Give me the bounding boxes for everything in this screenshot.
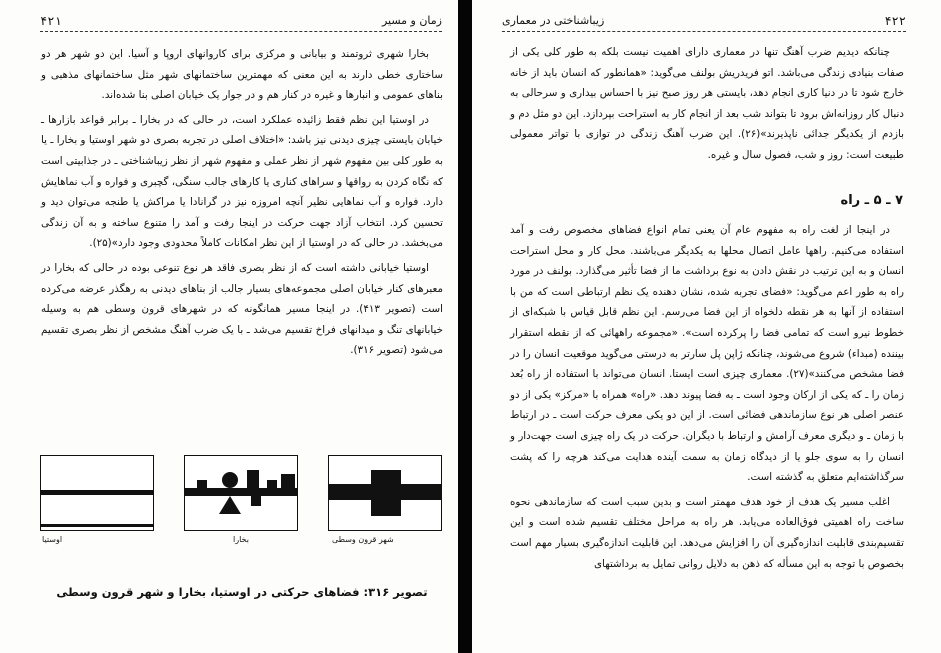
medieval-city-label: شهر قرون وسطی <box>332 535 394 544</box>
ostia-diagram <box>40 455 154 531</box>
right-page <box>472 0 941 653</box>
left-paragraph-2: در اوستیا این نظم فقط زائیده عملکرد است، در حالی که در بخارا ـ برابر قواعد بازارها ـ خیابان بایستی چیزی دیدنی نیز باشد: «اختلاف اصلی در تجربه بصری دو شهر اوستیا و بخارا ـ یا به طور کلی بین مفهوم شهر از نظر عملی و مفهوم شهر از نظر زیباشناختی ـ در جذابیتی است که نگاه کردن به رواقها و سراهای کناری یا کارهای جالب سنگی، گچبری و فواره و آب نماهایش دارد. فواره و آب نماهایی نظیر آنچه امروزه نیز در گرانادا یا مراکش یا طنجه می‌توان دید و تحسین کرد. انتخاب آزاد جهت حرکت در اینجا رفت و آمد را متنوع ساخته و به آن زندگی می‌بخشد. در حالی که در اوستیا از این نظر امکانات کاملاً محدودی وجود دارد»(۲۵). <box>41 113 443 250</box>
right-page-number: ۴۲۲ <box>884 14 906 28</box>
right-running-title: زیباشناختی در معماری <box>502 14 605 27</box>
ostia-label: اوستیا <box>42 535 63 544</box>
right-paragraph-1: چنانکه دیدیم ضرب آهنگ تنها در معماری دارای اهمیت نیست بلکه به طور کلی یکی از صفات بنیادی زندگی می‌باشد. اتو فریدریش بولنف می‌گوید: «همانطور که انسان باید از خانه خارج شود تا در دنیا کاری انجام دهد، بایستی هر روز صبح نیز با احساس بیداری و سرحالی به دنبال کار روزانه‌اش برود تا بتواند شب بعد از انجام کار به استراحت بپردازد. این دو مثل دم و بازدم از یکدیگر جدائی ناپذیرند»(۲۶). این ضرب آهنگ زندگی در توازی با تواتر معمولی طبیعت است: روز و شب، فصول سال و غیره. <box>510 46 904 161</box>
right-page-header <box>502 12 906 32</box>
left-page-header <box>40 12 442 32</box>
right-page-body-2 <box>510 220 904 578</box>
left-page-body <box>41 44 443 365</box>
right-paragraph-2: در اینجا از لغت راه به مفهوم عام آن یعنی تمام انواع فضاهای مخصوص رفت و آمد استفاده می‌کنیم. راهها عامل اتصال محلها به یکدیگر می‌باشند. محل کار و محل استراحت انسان و به این ترتیب در نقش دادن به نوع برداشت ما از فضا تأثیر می‌گذارد. بولنف در مورد راه به طور اعم می‌گوید: «فضای تجربه شده، نشان دهنده یک نظم ارتباطی است که من با استفاده از آنها به هر نقطه دلخواه از این فضا می‌رسم. این نظم قابل قیاس با شبکه‌ای از خطوط نیرو است که تمامی فضا را پرکرده است». «مجموعه راههائی که از نقطه استقرار بیننده (مبداء) شروع می‌شوند، چنانکه ژاپن پل سارتر به درستی می‌گوید موقعیت انسان را در فضا مشخص می‌کنند»(۲۷). معماری چیزی است ایستا. انسان می‌تواند با استفاده از راه بُعد زمان را ـ که یکی از ارکان وجود است ـ به فضا پیوند دهد. «راه» همراه با «مرکز» یکی از دو عنصر اصلی هر نوع سازماندهی فضائی است. از این دو یکی معرف حرکت است ـ در ارتباط با زمان ـ و دیگری معرف آرامش و ارتباط با دیگران. حرکت در یک راه چیزی است جهت‌دار و انسان را به سوی جلو یا از دیدگاه زمان به سمت آینده هدایت می‌کند هرچه را که پشت سرگذاشته‌ایم متعلق به گذشته است. <box>510 224 904 484</box>
left-page <box>0 0 458 653</box>
left-running-title: زمان و مسیر <box>381 14 442 27</box>
left-paragraph-3: اوستیا خیابانی داشته است که از نظر بصری فاقد هر نوع تنوعی بوده در حالی که بخارا در معبرهای کنار خیابان اصلی مجموعه‌های بسیار جالب از بناهای دیدنی به رهگذر عرضه می‌کرده است (تصویر ۴۱۳). در اینجا مسیر همانگونه که در شهرهای قرون وسطی هم به وسیله خیابانهای تنگ و میدانهای فراخ تقسیم می‌شد ـ با یک ضرب آهنگ مشخص از نظر بصری تقسیم می‌شود (تصویر ۳۱۶). <box>41 261 444 357</box>
book-gutter <box>458 0 472 653</box>
bukhara-label: بخارا <box>233 535 249 544</box>
right-page-body <box>510 42 904 170</box>
right-paragraph-3: اغلب مسیر یک هدف از خود هدف مهمتر است و بدین سبب است که سازماندهی نحوه ساخت راه اهمیتی فوق‌العاده می‌یابد. هر راه به مراحل مختلف تقسیم شده است و این تقسیم‌بندی قابلیت اندازه‌گیری آن را افزایش می‌دهد. این قابلیت اندازه‌گیری بسیار مهم است بخصوص با توجه به این مسأله که ذهن به دلایل روانی تمایل به برداشتهای <box>510 495 904 570</box>
bukhara-diagram <box>184 455 298 531</box>
figure-caption: تصویر ۳۱۶: فضاهای حرکتی در اوستیا، بخارا و شهر قرون وسطی <box>56 585 428 599</box>
left-page-number: ۴۲۱ <box>40 14 62 28</box>
left-paragraph-1: بخارا شهری ثروتمند و بیابانی و مرکزی برای کاروانهای اروپا و آسیا. این دو شهر هر دو ساختاری خطی دارند به این معنی که مهمترین ساختمانهای شهر مثل ساختمانهای مذهبی و بناهای عمومی و انبارها و غیره در کنار هم و در جوار یک خیابان اصلی بنا شده‌اند. <box>41 48 443 102</box>
section-heading: ۷ ـ ۵ ـ راه <box>840 193 903 208</box>
medieval-city-diagram <box>328 455 442 531</box>
figure-316 <box>40 455 444 544</box>
